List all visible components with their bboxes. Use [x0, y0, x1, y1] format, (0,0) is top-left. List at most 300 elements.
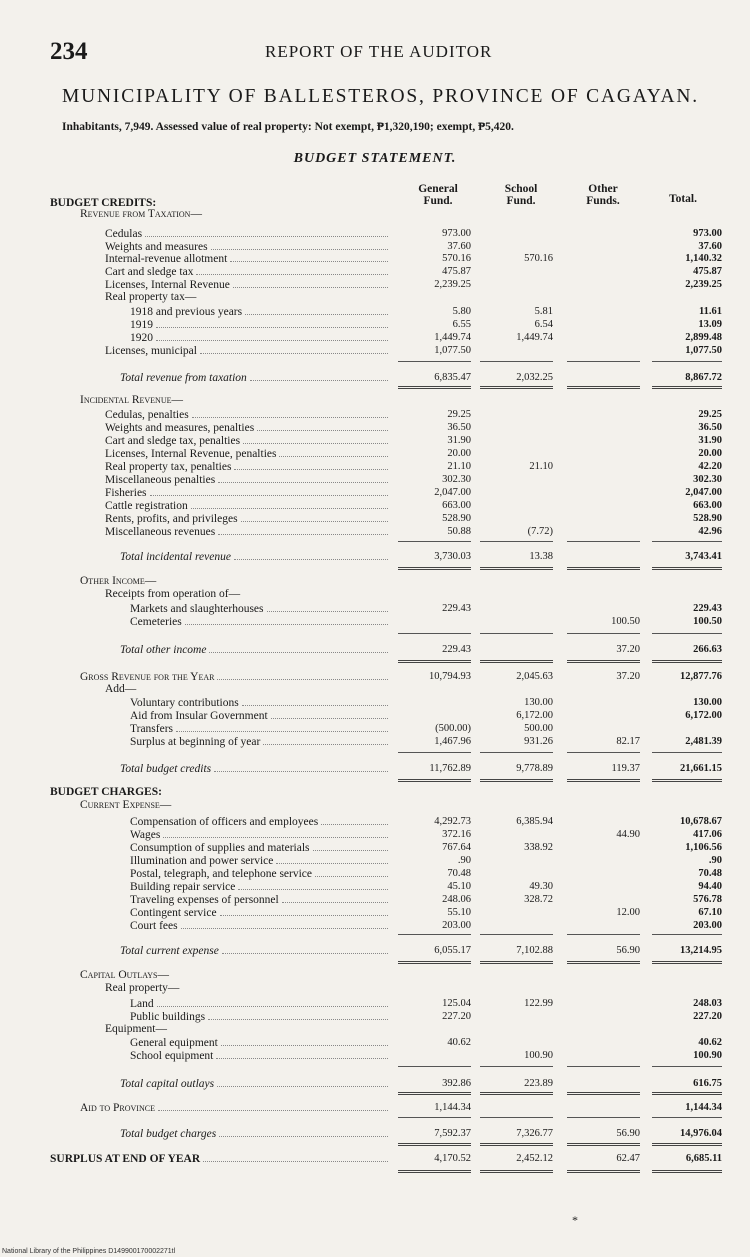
- row-label-text: Real property tax—: [105, 291, 197, 303]
- amount-total: 203.00: [693, 920, 722, 931]
- ledger-row: [0, 525, 750, 538]
- amount-school: 931.26: [524, 736, 553, 747]
- row-label: [80, 394, 410, 407]
- ledger-row: [0, 575, 750, 588]
- row-label-text: Internal-revenue allotment: [105, 253, 228, 265]
- dot-leader: [313, 841, 388, 851]
- ledger-row: [0, 683, 750, 696]
- row-label: [80, 575, 410, 588]
- ledger-row: [0, 867, 750, 880]
- amount-school: 223.89: [524, 1078, 553, 1089]
- dot-leader: [257, 421, 388, 431]
- row-label: [120, 944, 388, 958]
- row-label: [120, 1077, 388, 1091]
- amount-general: 50.88: [447, 526, 471, 537]
- row-label: [130, 828, 388, 842]
- row-label-text: Building repair service: [130, 881, 236, 893]
- dot-leader: [209, 643, 388, 653]
- amount-total: 21,661.15: [680, 763, 722, 774]
- ledger-row: [0, 208, 750, 221]
- row-label: [120, 371, 388, 385]
- ledger-row: [0, 1036, 750, 1049]
- ledger-row: [0, 394, 750, 407]
- amount-total: 14,976.04: [680, 1128, 722, 1139]
- dot-leader: [163, 828, 388, 838]
- amount-total: 2,481.39: [685, 736, 722, 747]
- row-label-text: Rents, profits, and privileges: [105, 513, 238, 525]
- row-label-text: Markets and slaughterhouses: [130, 603, 264, 615]
- amount-total: 475.87: [693, 266, 722, 277]
- column-header-total: Total.: [668, 193, 697, 205]
- row-label-text: Cemeteries: [130, 616, 182, 628]
- amount-general: 70.48: [447, 868, 471, 879]
- column-header-general: General Fund.: [418, 183, 458, 207]
- dot-leader: [241, 512, 388, 522]
- row-label-text: 1919: [130, 319, 153, 331]
- row-label: [130, 997, 388, 1011]
- row-label-text: Licenses, Internal Revenue: [105, 279, 230, 291]
- dot-leader: [245, 305, 388, 315]
- amount-total: 36.50: [698, 422, 722, 433]
- dot-leader: [238, 880, 388, 890]
- ledger-row: [0, 615, 750, 628]
- ledger-row: [0, 252, 750, 265]
- amount-general: 570.16: [442, 253, 471, 264]
- ledger-row: [0, 786, 750, 799]
- row-label-text: BUDGET CHARGES:: [50, 786, 162, 798]
- amount-general: 5.80: [452, 306, 471, 317]
- amount-general: 36.50: [447, 422, 471, 433]
- ledger-row: [0, 815, 750, 828]
- row-label-text: Postal, telegraph, and telephone service: [130, 868, 313, 880]
- amount-school: 9,778.89: [516, 763, 553, 774]
- amount-total: 1,140.32: [685, 253, 722, 264]
- ledger-row: [0, 722, 750, 735]
- amount-total: .90: [708, 855, 722, 866]
- ledger-row: [0, 408, 750, 421]
- municipality-title: MUNICIPALITY OF BALLESTEROS, PROVINCE OF CAGAYAN.: [62, 86, 699, 107]
- ledger-row: [0, 696, 750, 709]
- amount-school: 13.38: [529, 551, 553, 562]
- ledger-row: [0, 371, 750, 384]
- amount-general: 663.00: [442, 500, 471, 511]
- ledger-row: [0, 969, 750, 982]
- row-label: [105, 265, 388, 279]
- dot-leader: [230, 252, 388, 262]
- row-label: [130, 1049, 388, 1063]
- dot-leader: [271, 709, 388, 719]
- amount-other: 37.20: [616, 644, 640, 655]
- row-label: [105, 512, 388, 526]
- row-label-text: Licenses, municipal: [105, 345, 197, 357]
- row-label: [105, 227, 388, 241]
- ledger-row: [0, 434, 750, 447]
- dot-leader: [218, 473, 388, 483]
- row-label: [105, 1023, 435, 1036]
- amount-general: 1,449.74: [434, 332, 471, 343]
- row-label: [105, 588, 435, 601]
- dot-leader: [242, 696, 388, 706]
- row-label: [105, 447, 388, 461]
- amount-general: 229.43: [442, 603, 471, 614]
- dot-leader: [156, 318, 388, 328]
- amount-general: .90: [457, 855, 471, 866]
- amount-total: 130.00: [693, 697, 722, 708]
- ledger-row: [0, 944, 750, 957]
- row-label-text: Transfers: [130, 723, 174, 735]
- amount-general: 20.00: [447, 448, 471, 459]
- dot-leader: [219, 1127, 388, 1137]
- column-header-other: Other Funds.: [586, 183, 620, 207]
- row-label: [130, 1010, 388, 1024]
- dot-leader: [263, 735, 388, 745]
- amount-general: 767.64: [442, 842, 471, 853]
- footer-note: National Library of the Philippines D149900170002271tl: [2, 1248, 176, 1255]
- amount-total: 13.09: [698, 319, 722, 330]
- amount-general: 6,835.47: [434, 372, 471, 383]
- row-label: [80, 208, 410, 221]
- amount-total: 973.00: [693, 228, 722, 239]
- amount-school: 2,045.63: [516, 671, 553, 682]
- dot-leader: [282, 893, 388, 903]
- amount-general: 1,077.50: [434, 345, 471, 356]
- star-mark: *: [572, 1213, 578, 1227]
- amount-total: 266.63: [693, 644, 722, 655]
- row-label: [130, 696, 388, 710]
- ledger-row: [0, 828, 750, 841]
- row-label-text: Contingent service: [130, 907, 217, 919]
- amount-total: 528.90: [693, 513, 722, 524]
- dot-leader: [222, 944, 388, 954]
- amount-general: 2,047.00: [434, 487, 471, 498]
- amount-total: 70.48: [698, 868, 722, 879]
- row-label-text: Consumption of supplies and materials: [130, 842, 310, 854]
- row-label: [80, 969, 410, 982]
- row-label: [105, 460, 388, 474]
- dot-leader: [196, 265, 388, 275]
- dot-leader: [156, 331, 388, 341]
- ledger-row: [0, 1101, 750, 1114]
- row-label-text: Court fees: [130, 920, 178, 932]
- row-label-text: Add—: [105, 683, 137, 695]
- dot-leader: [203, 1152, 388, 1162]
- row-label-text: Total other income: [120, 644, 207, 656]
- amount-school: 6.54: [534, 319, 553, 330]
- ledger-row: [0, 512, 750, 525]
- row-label-text: Compensation of officers and employees: [130, 816, 319, 828]
- row-label-text: Current Expense—: [80, 799, 172, 811]
- inhabitants-line: Inhabitants, 7,949. Assessed value of real property: Not exempt, ₱1,320,190; exempt, ₱5,420.: [62, 121, 514, 133]
- amount-school: 100.90: [524, 1050, 553, 1061]
- ledger-row: [0, 1023, 750, 1036]
- row-label-text: Capital Outlays—: [80, 969, 169, 981]
- row-label: [105, 252, 388, 266]
- ledger-row: [0, 486, 750, 499]
- row-label: [130, 867, 388, 881]
- row-label-text: Real property—: [105, 982, 180, 994]
- row-label-text: Gross Revenue for the Year: [80, 671, 215, 683]
- row-label: [130, 602, 388, 616]
- amount-total: 227.20: [693, 1011, 722, 1022]
- dot-leader: [250, 371, 388, 381]
- row-label: [105, 278, 388, 292]
- row-label: [130, 1036, 388, 1050]
- row-label: [105, 473, 388, 487]
- row-label-text: Wages: [130, 829, 161, 841]
- amount-school: 338.92: [524, 842, 553, 853]
- row-label-text: Licenses, Internal Revenue, penalties: [105, 448, 277, 460]
- row-label-text: School equipment: [130, 1050, 214, 1062]
- dot-leader: [221, 1036, 388, 1046]
- row-label: [130, 318, 388, 332]
- amount-general: 31.90: [447, 435, 471, 446]
- amount-general: 40.62: [447, 1037, 471, 1048]
- row-label: [120, 643, 388, 657]
- page-number: 234: [50, 38, 88, 65]
- amount-total: 2,047.00: [685, 487, 722, 498]
- dot-leader: [214, 762, 388, 772]
- row-label: [120, 1127, 388, 1141]
- row-label: [105, 525, 388, 539]
- row-label-text: Total incidental revenue: [120, 551, 231, 563]
- dot-leader: [315, 867, 388, 877]
- dot-leader: [208, 1010, 388, 1020]
- row-label-text: Cedulas, penalties: [105, 409, 189, 421]
- dot-leader: [158, 1101, 388, 1111]
- ledger-row: [0, 1077, 750, 1090]
- dot-leader: [216, 1049, 388, 1059]
- row-label-text: Total revenue from taxation: [120, 372, 247, 384]
- amount-other: 62.47: [616, 1153, 640, 1164]
- amount-total: 37.60: [698, 241, 722, 252]
- dot-leader: [233, 278, 388, 288]
- amount-total: 417.06: [693, 829, 722, 840]
- ledger-row: [0, 735, 750, 748]
- ledger-row: [0, 447, 750, 460]
- row-label-text: Aid from Insular Government: [130, 710, 268, 722]
- amount-general: 37.60: [447, 241, 471, 252]
- row-label: [80, 670, 388, 684]
- amount-total: 94.40: [698, 881, 722, 892]
- running-head: REPORT OF THE AUDITOR: [265, 42, 493, 61]
- amount-general: 6,055.17: [434, 945, 471, 956]
- amount-school: 49.30: [529, 881, 553, 892]
- row-label: [130, 709, 388, 723]
- dot-leader: [321, 815, 388, 825]
- row-label: [130, 331, 388, 345]
- row-label: [130, 893, 388, 907]
- amount-school: 7,326.77: [516, 1128, 553, 1139]
- row-label-text: Miscellaneous penalties: [105, 474, 216, 486]
- ledger-row: [0, 854, 750, 867]
- amount-general: 7,592.37: [434, 1128, 471, 1139]
- ledger-row: [0, 762, 750, 775]
- dot-leader: [217, 670, 388, 680]
- row-label: [105, 499, 388, 513]
- row-label-text: Receipts from operation of—: [105, 588, 241, 600]
- amount-total: 12,877.76: [680, 671, 722, 682]
- ledger-row: [0, 291, 750, 304]
- amount-total: 100.90: [693, 1050, 722, 1061]
- row-label-text: Equipment—: [105, 1023, 167, 1035]
- dot-leader: [234, 550, 388, 560]
- row-label: [130, 615, 388, 629]
- amount-school: 500.00: [524, 723, 553, 734]
- ledger-row: [0, 499, 750, 512]
- amount-other: 82.17: [616, 736, 640, 747]
- amount-total: 11.61: [698, 306, 722, 317]
- amount-total: 616.75: [693, 1078, 722, 1089]
- ledger-row: [0, 602, 750, 615]
- row-label-text: Land: [130, 998, 154, 1010]
- amount-school: 7,102.88: [516, 945, 553, 956]
- amount-total: 29.25: [698, 409, 722, 420]
- amount-total: 13,214.95: [680, 945, 722, 956]
- ledger-row: [0, 799, 750, 812]
- row-label-text: SURPLUS AT END OF YEAR: [50, 1153, 201, 1165]
- amount-general: 4,170.52: [434, 1153, 471, 1164]
- row-label: [130, 305, 388, 319]
- ledger-row: [0, 709, 750, 722]
- amount-general: 21.10: [447, 461, 471, 472]
- ledger-row: [0, 550, 750, 563]
- amount-general: 29.25: [447, 409, 471, 420]
- amount-total: 1,077.50: [685, 345, 722, 356]
- ledger-row: [0, 670, 750, 683]
- row-label: [130, 906, 388, 920]
- amount-other: 37.20: [616, 671, 640, 682]
- row-label: [130, 841, 388, 855]
- row-label-text: Incidental Revenue—: [80, 394, 183, 406]
- row-label: [105, 421, 388, 435]
- dot-leader: [243, 434, 388, 444]
- ledger-row: [0, 906, 750, 919]
- ledger-row: [0, 278, 750, 291]
- row-label-text: Revenue from Taxation—: [80, 208, 202, 220]
- dot-leader: [220, 906, 388, 916]
- row-label: [130, 919, 388, 933]
- row-label-text: Weights and measures, penalties: [105, 422, 255, 434]
- row-label-text: Real property tax, penalties: [105, 461, 232, 473]
- amount-school: 5.81: [534, 306, 553, 317]
- amount-total: 31.90: [698, 435, 722, 446]
- dot-leader: [267, 602, 389, 612]
- ledger-row: [0, 1127, 750, 1140]
- amount-total: 2,899.48: [685, 332, 722, 343]
- row-label-text: 1918 and previous years: [130, 306, 243, 318]
- amount-total: 6,172.00: [685, 710, 722, 721]
- amount-total: 67.10: [698, 907, 722, 918]
- amount-general: 10,794.93: [429, 671, 471, 682]
- row-label-text: 1920: [130, 332, 153, 344]
- row-label: [105, 486, 388, 500]
- row-label: [130, 722, 388, 736]
- ledger-row: [0, 421, 750, 434]
- dot-leader: [145, 227, 388, 237]
- amount-school: 570.16: [524, 253, 553, 264]
- amount-general: 229.43: [442, 644, 471, 655]
- amount-total: 1,144.34: [685, 1102, 722, 1113]
- row-label: [130, 815, 388, 829]
- amount-school: 122.99: [524, 998, 553, 1009]
- row-label-text: Total budget credits: [120, 763, 212, 775]
- row-label: [50, 1152, 388, 1166]
- row-label-text: Cedulas: [105, 228, 143, 240]
- ledger-row: [0, 265, 750, 278]
- ledger-row: [0, 331, 750, 344]
- dot-leader: [234, 460, 388, 470]
- amount-school: (7.72): [527, 526, 553, 537]
- amount-total: 10,678.67: [680, 816, 722, 827]
- ledger-row: [0, 1049, 750, 1062]
- amount-general: 302.30: [442, 474, 471, 485]
- amount-school: 2,452.12: [516, 1153, 553, 1164]
- ledger-row: [0, 305, 750, 318]
- row-label: [80, 799, 410, 812]
- amount-total: 6,685.11: [685, 1153, 722, 1164]
- row-label-text: Miscellaneous revenues: [105, 526, 216, 538]
- row-label-text: Traveling expenses of personnel: [130, 894, 279, 906]
- row-label-text: Illumination and power service: [130, 855, 274, 867]
- amount-other: 12.00: [616, 907, 640, 918]
- amount-general: 475.87: [442, 266, 471, 277]
- amount-general: 372.16: [442, 829, 471, 840]
- ledger-row: [0, 460, 750, 473]
- row-label-text: Aid to Province: [80, 1102, 155, 1114]
- amount-total: 42.20: [698, 461, 722, 472]
- row-label-text: Other Income—: [80, 575, 157, 587]
- dot-leader: [192, 408, 388, 418]
- ledger-row: [0, 473, 750, 486]
- ledger-row: [0, 588, 750, 601]
- amount-total: 576.78: [693, 894, 722, 905]
- amount-total: 1,106.56: [685, 842, 722, 853]
- amount-general: 55.10: [447, 907, 471, 918]
- amount-total: 8,867.72: [685, 372, 722, 383]
- amount-general: 4,292.73: [434, 816, 471, 827]
- column-header-school: School Fund.: [504, 183, 538, 207]
- row-label-text: Public buildings: [130, 1011, 206, 1023]
- row-label: [130, 854, 388, 868]
- amount-general: 1,144.34: [434, 1102, 471, 1113]
- row-label: [105, 434, 388, 448]
- amount-other: 56.90: [616, 945, 640, 956]
- ledger-row: [0, 841, 750, 854]
- row-label-text: Fisheries: [105, 487, 147, 499]
- row-label-text: Weights and measures: [105, 241, 208, 253]
- row-label-text: Cattle registration: [105, 500, 188, 512]
- amount-school: 1,449.74: [516, 332, 553, 343]
- row-label-text: Total current expense: [120, 945, 219, 957]
- ledger-row: [0, 893, 750, 906]
- dot-leader: [211, 240, 388, 250]
- ledger-row: [0, 227, 750, 240]
- dot-leader: [181, 919, 388, 929]
- amount-total: 248.03: [693, 998, 722, 1009]
- amount-general: 2,239.25: [434, 279, 471, 290]
- ledger-row: [0, 318, 750, 331]
- amount-general: (500.00): [435, 723, 471, 734]
- row-label: [130, 880, 388, 894]
- dot-leader: [279, 447, 388, 457]
- amount-other: 119.37: [611, 763, 640, 774]
- dot-leader: [185, 615, 388, 625]
- dot-leader: [276, 854, 388, 864]
- amount-school: 328.72: [524, 894, 553, 905]
- ledger-row: [0, 919, 750, 932]
- ledger-row: [0, 982, 750, 995]
- row-label: [105, 291, 435, 304]
